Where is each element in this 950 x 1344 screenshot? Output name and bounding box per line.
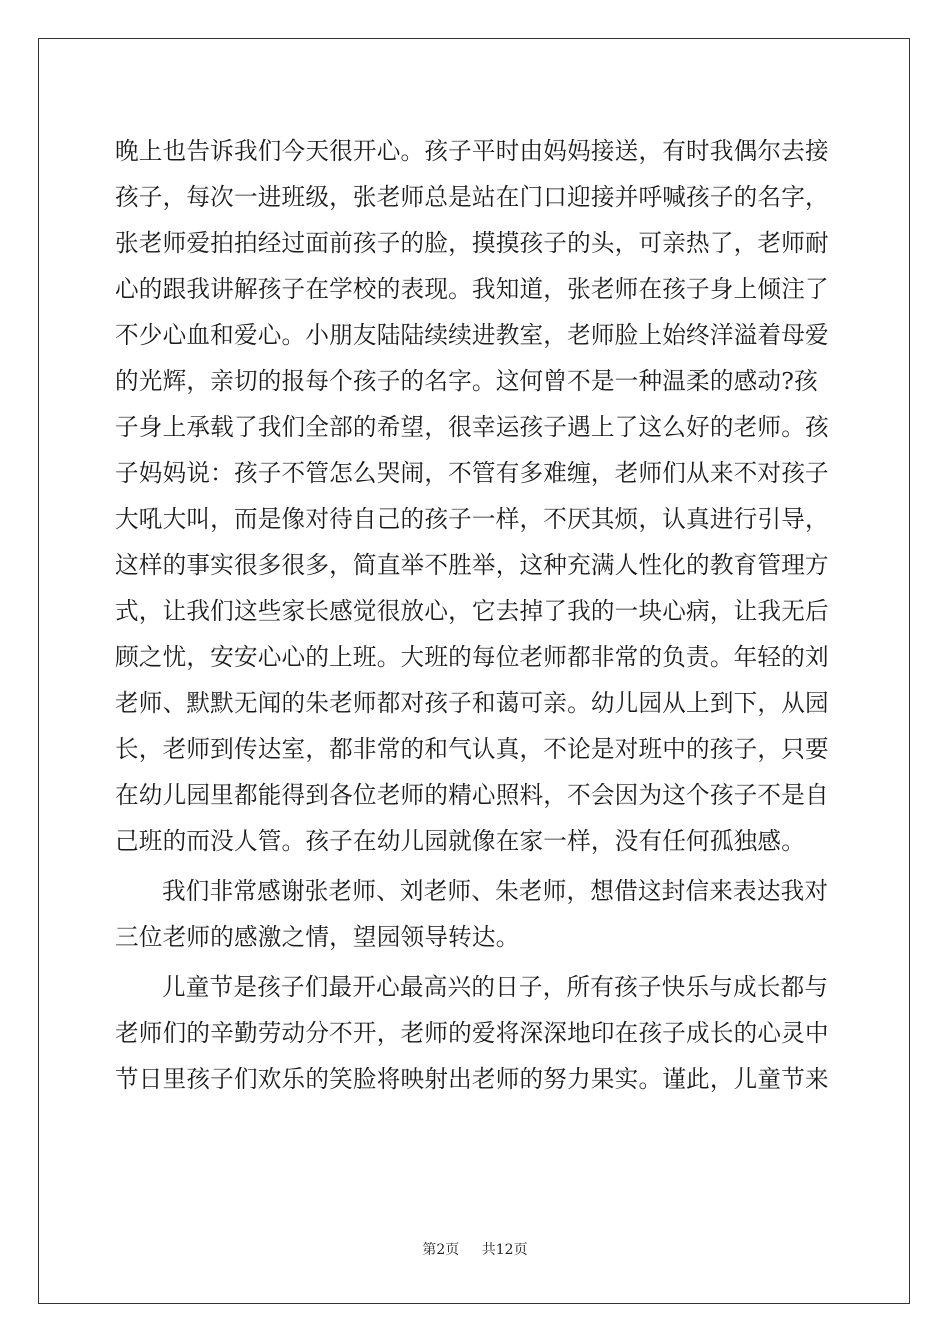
text-line: 我们非常感谢张老师、刘老师、朱老师，想借这封信来表达我对	[162, 877, 829, 905]
text-line: 的光辉，亲切的报每个孩子的名字。这何曾不是一种温柔的感动?孩	[115, 367, 818, 395]
text-line: 晚上也告诉我们今天很开心。孩子平时由妈妈接送，有时我偶尔去接	[115, 137, 829, 165]
text-line: 式，让我们这些家长感觉很放心，它去掉了我的一块心病，让我无后	[115, 597, 829, 625]
text-line: 顾之忧，安安心心的上班。大班的每位老师都非常的负责。年轻的刘	[115, 643, 829, 671]
document-body	[115, 128, 835, 1102]
text-line: 不少心血和爱心。小朋友陆陆续续进教室，老师脸上始终洋溢着母爱	[115, 321, 829, 349]
text-line: 儿童节是孩子们最开心最高兴的日子，所有孩子快乐与成长都与	[162, 973, 829, 1001]
text-line: 节日里孩子们欢乐的笑脸将映射出老师的努力果实。谨此，儿童节来	[115, 1065, 829, 1093]
paragraph	[115, 128, 835, 864]
text-line: 心的跟我讲解孩子在学校的表现。我知道，张老师在孩子身上倾注了	[115, 275, 829, 303]
text-line: 张老师爱拍拍经过面前孩子的脸，摸摸孩子的头，可亲热了，老师耐	[115, 229, 829, 257]
page-footer	[0, 1241, 950, 1259]
total-pages-label: 共12页	[481, 1242, 528, 1258]
current-page-label: 第2页	[422, 1242, 460, 1258]
text-line: 孩子，每次一进班级，张老师总是站在门口迎接并呼喊孩子的名字，	[115, 183, 829, 211]
paragraph	[115, 964, 835, 1102]
text-line: 三位老师的感激之情，望园领导转达。	[115, 923, 520, 951]
text-line: 这样的事实很多很多，简直举不胜举，这种充满人性化的教育管理方	[115, 551, 829, 579]
text-line: 在幼儿园里都能得到各位老师的精心照料，不会因为这个孩子不是自	[115, 781, 829, 809]
text-line: 己班的而没人管。孩子在幼儿园就像在家一样，没有任何孤独感。	[115, 827, 806, 855]
text-line: 大吼大叫，而是像对待自己的孩子一样，不厌其烦，认真进行引导，	[115, 505, 829, 533]
text-line: 子妈妈说：孩子不管怎么哭闹，不管有多难缠，老师们从来不对孩子	[115, 459, 829, 487]
text-line: 长，老师到传达室，都非常的和气认真，不论是对班中的孩子，只要	[115, 735, 829, 763]
text-line: 子身上承载了我们全部的希望，很幸运孩子遇上了这么好的老师。孩	[115, 413, 829, 441]
text-line: 老师、默默无闻的朱老师都对孩子和蔼可亲。幼儿园从上到下，从园	[115, 689, 829, 717]
paragraph	[115, 868, 835, 960]
text-line: 老师们的辛勤劳动分不开，老师的爱将深深地印在孩子成长的心灵中	[115, 1019, 829, 1047]
